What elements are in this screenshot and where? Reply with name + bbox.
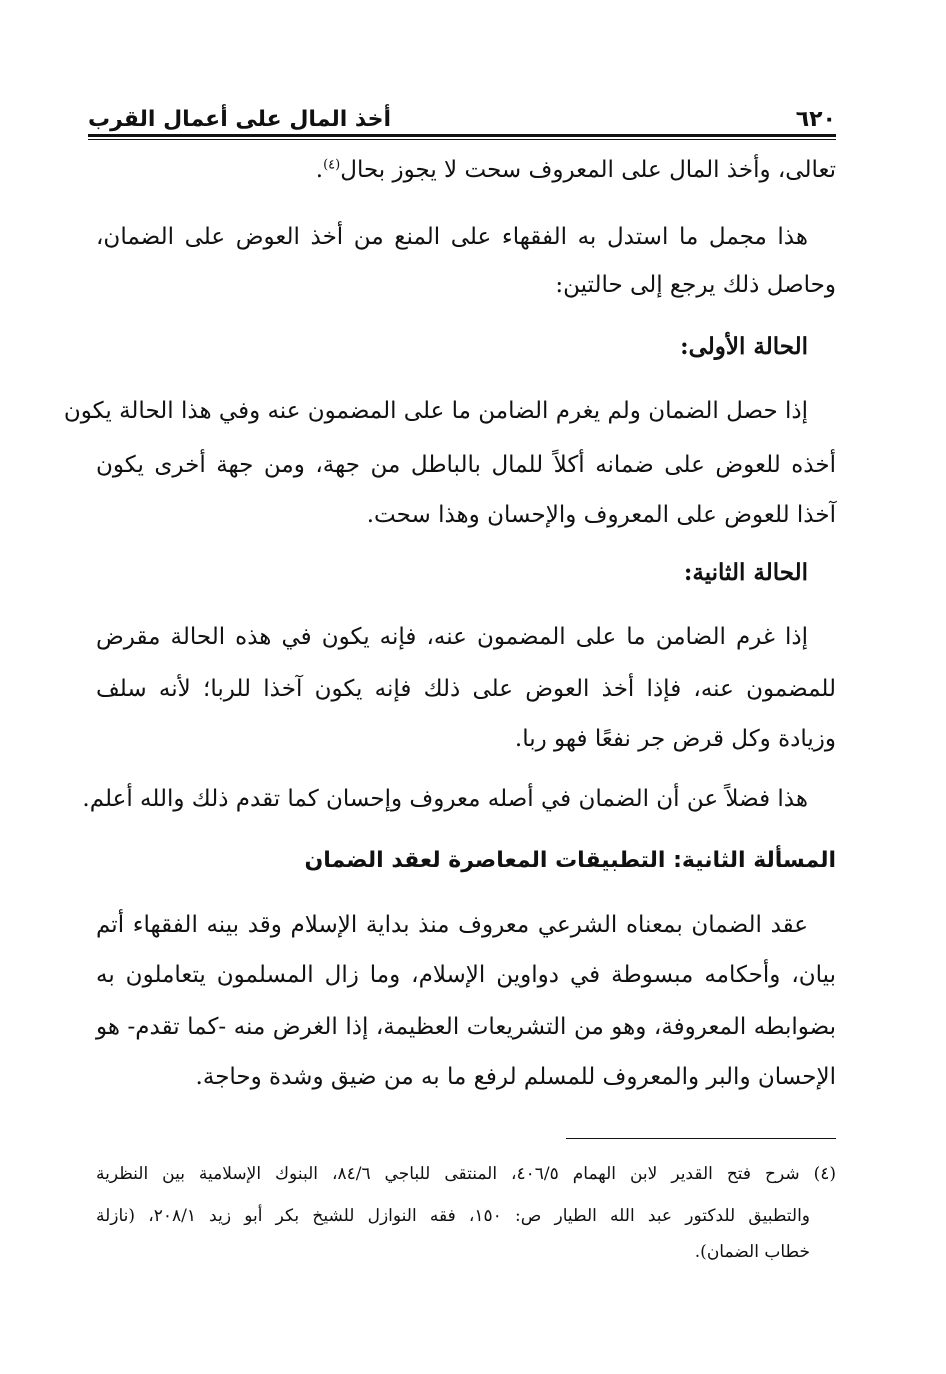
page-number: ٦٢٠ (795, 107, 836, 132)
paragraph-2-line-1: هذا مجمل ما استدل به الفقهاء على المنع من أخذ العوض على الضمان، (96, 224, 808, 250)
section-line-2: بيان، وأحكامه مبسوطة في دواوين الإسلام، وما زال المسلمون يتعاملون به (96, 962, 836, 988)
running-title: أخذ المال على أعمال القرب (88, 107, 392, 132)
footnote-4-line-2: والتطبيق للدكتور عبد الله الطيار ص: ١٥٠، فقه النوازل للشيخ بكر أبو زيد ٢٠٨/١، (نازلة (96, 1206, 811, 1226)
section-line-1: عقد الضمان بمعناه الشرعي معروف منذ بداية الإسلام وقد بينه الفقهاء أتم (96, 912, 808, 938)
section-heading: المسألة الثانية: التطبيقات المعاصرة لعقد الضمان (304, 848, 836, 873)
section-line-3: بضوابطه المعروفة، وهو من التشريعات العظيمة، إذا الغرض منه -كما تقدم- هو (96, 1014, 836, 1040)
case-2-heading: الحالة الثانية: (683, 559, 808, 586)
section-line-4: الإحسان والبر والمعروف للمسلم لرفع ما به من ضيق وشدة وحاجة. (195, 1064, 836, 1090)
footnote-separator (566, 1138, 836, 1139)
body-line-1-end: . (315, 157, 324, 183)
paragraph-2-line-2: وحاصل ذلك يرجع إلى حالتين: (555, 272, 836, 298)
case-1-line-1: إذا حصل الضمان ولم يغرم الضامن ما على المضمون عنه وفي هذا الحالة يكون (63, 398, 808, 424)
case-2-line-3: وزيادة وكل قرض جر نفعًا فهو ربا. (514, 726, 836, 752)
case-2-line-2: للمضمون عنه، فإذا أخذ العوض على ذلك فإنه يكون آخذا للربا؛ لأنه سلف (96, 676, 836, 702)
body-line-1 (96, 155, 836, 185)
case-2-line-1: إذا غرم الضامن ما على المضمون عنه، فإنه يكون في هذه الحالة مقرض (96, 624, 808, 650)
footnote-4-line-1: (٤) شرح فتح القدير لابن الهمام ٤٠٦/٥، المنتقى للباجي ٨٤/٦، البنوك الإسلامية بين النظرية (96, 1164, 836, 1184)
footnote-4-line-3: خطاب الضمان). (694, 1242, 810, 1262)
running-header (88, 92, 836, 132)
conclusion-line: هذا فضلاً عن أن الضمان في أصله معروف وإحسان كما تقدم ذلك والله أعلم. (82, 786, 808, 812)
case-1-line-2: أخذه للعوض على ضمانه أكلاً للمال بالباطل من جهة، ومن جهة أخرى يكون (96, 452, 836, 478)
case-1-heading: الحالة الأولى: (680, 333, 808, 360)
header-rule (88, 134, 836, 140)
body-line-1-text: تعالى، وأخذ المال على المعروف سحت لا يجوز بحال (340, 157, 836, 183)
footnote-ref-4[interactable]: (٤) (323, 157, 341, 173)
case-1-line-3: آخذا للعوض على المعروف والإحسان وهذا سحت. (366, 502, 836, 528)
